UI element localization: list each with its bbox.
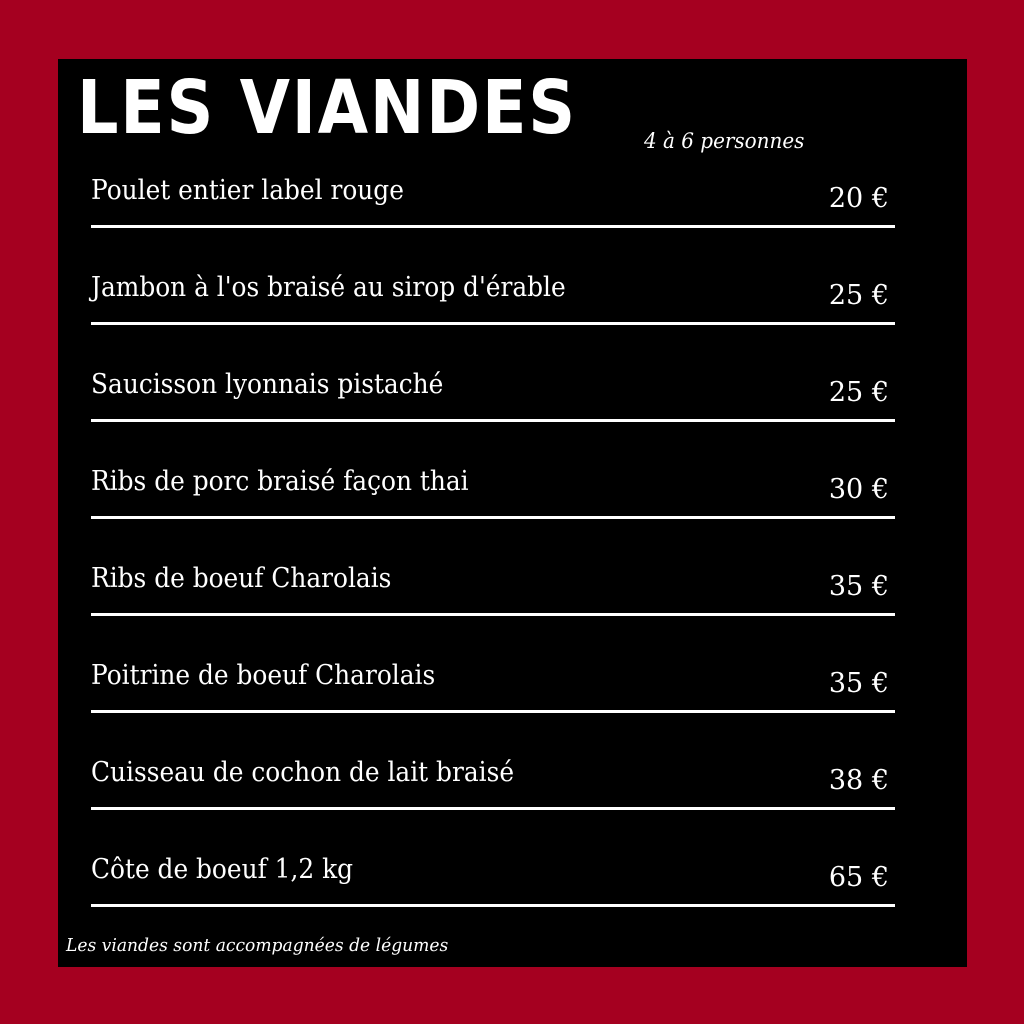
menu-item-name: Côte de boeuf 1,2 kg	[91, 854, 354, 885]
menu-item	[91, 466, 895, 519]
menu-title: LES VIANDES	[77, 65, 577, 151]
menu-item-name: Ribs de boeuf Charolais	[91, 563, 392, 594]
menu-item-price: 30 €	[828, 474, 889, 505]
menu-item-name: Poulet entier label rouge	[91, 175, 404, 206]
menu-panel	[58, 59, 967, 967]
menu-item-price: 35 €	[828, 668, 889, 699]
menu-item	[91, 757, 895, 810]
menu-item	[91, 854, 895, 907]
menu-item-name: Jambon à l'os braisé au sirop d'érable	[91, 272, 566, 303]
menu-item-price: 25 €	[828, 377, 889, 408]
menu-footnote: Les viandes sont accompagnées de légumes	[66, 935, 449, 956]
menu-item	[91, 563, 895, 616]
menu-item-price: 65 €	[828, 862, 889, 893]
menu-item-name: Saucisson lyonnais pistaché	[91, 369, 444, 400]
menu-item-name: Ribs de porc braisé façon thai	[91, 466, 469, 497]
menu-item	[91, 272, 895, 325]
menu-subtitle: 4 à 6 personnes	[644, 129, 805, 153]
menu-item	[91, 660, 895, 713]
menu-item-price: 38 €	[828, 765, 889, 796]
menu-item-price: 35 €	[828, 571, 889, 602]
menu-item-price: 20 €	[828, 183, 889, 214]
menu-item	[91, 175, 895, 228]
menu-item	[91, 369, 895, 422]
menu-item-name: Cuisseau de cochon de lait braisé	[91, 757, 515, 788]
menu-item-price: 25 €	[828, 280, 889, 311]
menu-item-name: Poitrine de boeuf Charolais	[91, 660, 436, 691]
